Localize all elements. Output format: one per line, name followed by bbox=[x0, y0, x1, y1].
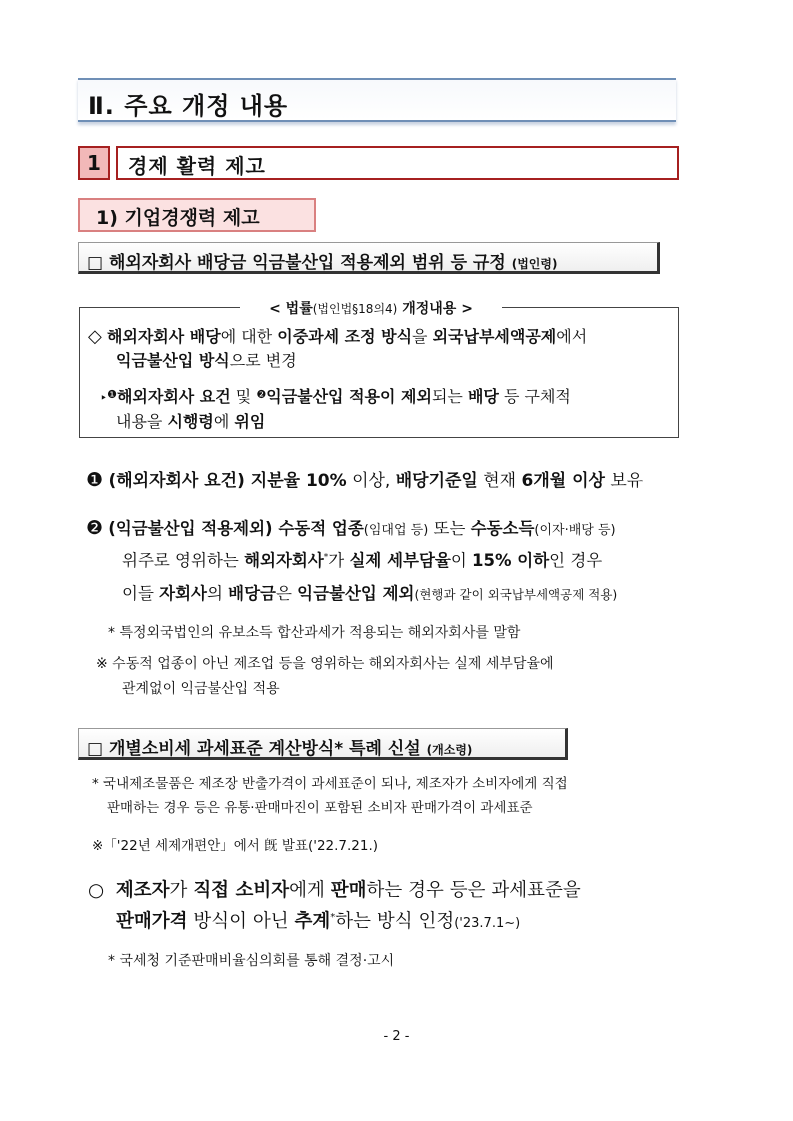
law-paragraph-1-cont bbox=[116, 348, 297, 371]
text-bold: 판매 bbox=[330, 880, 367, 901]
text: 보유 bbox=[604, 471, 644, 491]
subsection-title: 1) 기업경쟁력 제고 bbox=[96, 207, 260, 229]
text: 인 경우 bbox=[549, 551, 603, 570]
text-bold: 익금불산입 방식 bbox=[116, 351, 230, 370]
circled-one-icon: ❶ bbox=[107, 388, 117, 401]
text: 하는 방식 인정 bbox=[335, 911, 455, 932]
circle-bullet-icon: ○ bbox=[88, 880, 105, 901]
text: 은 bbox=[275, 584, 298, 603]
law-paragraph-2 bbox=[100, 384, 571, 407]
law-heading-suffix: 개정내용 > bbox=[402, 301, 473, 317]
item1-tag: (법인령) bbox=[511, 257, 558, 271]
text: 방식이 아닌 bbox=[187, 911, 295, 932]
text-bold: 해외자회사 요건 bbox=[116, 387, 231, 406]
text: (임대업 등) bbox=[363, 523, 429, 538]
text-bold: 해외자회사 bbox=[244, 551, 324, 570]
text-bold: 추계 bbox=[294, 911, 331, 932]
item2-headline bbox=[87, 734, 472, 759]
text: 에게 bbox=[289, 880, 331, 901]
text: 되는 bbox=[431, 387, 468, 406]
text: 하는 경우 등은 과세표준을 bbox=[366, 880, 581, 901]
text: 을 bbox=[412, 327, 433, 346]
arrow-icon: ‣ bbox=[100, 391, 108, 405]
text: 가 bbox=[169, 880, 194, 901]
footnote-mark: * bbox=[323, 552, 329, 563]
text-bold: 이중과세 조정 방식 bbox=[277, 327, 413, 346]
text-bold: 판매가격 bbox=[116, 911, 188, 932]
item2-footnote-cont: 판매하는 경우 등은 유통·판매마진이 포함된 소비자 판매가격이 과세표준 bbox=[107, 800, 533, 816]
subsection-title-box bbox=[78, 198, 316, 232]
text: 등 구체적 bbox=[498, 387, 571, 406]
item1-headline-box bbox=[78, 242, 660, 274]
item1-reference-note-cont: 관계없이 익금불산입 적용 bbox=[122, 681, 280, 697]
text: ('23.7.1~) bbox=[454, 916, 521, 931]
text-bold: 배당 bbox=[467, 387, 499, 406]
item1-headline bbox=[87, 248, 557, 273]
text-bold: (익금불산입 적용제외) 수동적 업종 bbox=[108, 519, 364, 538]
item2-main-line-1 bbox=[88, 876, 581, 902]
item2-tag: (개소령) bbox=[426, 743, 473, 757]
text: 현재 bbox=[477, 471, 522, 491]
text-bold: 제조자 bbox=[115, 880, 170, 901]
text: 의 bbox=[206, 584, 229, 603]
text: 으로 변경 bbox=[229, 351, 297, 370]
text: 이들 bbox=[122, 584, 160, 603]
item1-reference-note: ※ 수동적 업종이 아닌 제조업 등을 영위하는 해외자회사는 실제 세부담율에 bbox=[96, 656, 554, 672]
text-bold: (해외자회사 요건) 지분율 10% bbox=[108, 471, 347, 491]
text-bold: 직접 소비자 bbox=[193, 880, 290, 901]
text-bold: 해외자회사 배당 bbox=[106, 327, 221, 346]
checkbox-icon: □ bbox=[87, 253, 104, 273]
item1-title: 해외자회사 배당금 익금불산입 적용제외 범위 등 규정 bbox=[108, 253, 506, 273]
text: 위주로 영위하는 bbox=[122, 551, 245, 570]
law-heading-ref: (법인법§18의4) bbox=[312, 302, 398, 316]
text-bold: 자회사 bbox=[159, 584, 207, 603]
text-bold: 실제 세부담율 bbox=[349, 551, 451, 570]
text: 및 bbox=[230, 387, 257, 406]
law-box-heading bbox=[240, 298, 502, 318]
chapter-number: 1 bbox=[78, 146, 110, 180]
text-bold: 익금불산입 제외 bbox=[297, 584, 415, 603]
text-bold: 15% 이하 bbox=[472, 551, 550, 570]
text-bold: 외국납부세액공제 bbox=[432, 327, 557, 346]
item2-headline-box bbox=[78, 728, 568, 760]
text: (현행과 같이 외국납부세액공제 적용) bbox=[414, 587, 618, 602]
item2-footnote: * 국내제조물품은 제조장 반출가격이 과세표준이 되나, 제조자가 소비자에게 직접 bbox=[92, 776, 568, 792]
law-paragraph-1 bbox=[88, 324, 587, 347]
circled-two-icon: ❷ bbox=[86, 517, 104, 539]
text: (이자·배당 등) bbox=[534, 523, 616, 538]
text: 내용을 bbox=[116, 412, 168, 431]
circled-one-icon: ❶ bbox=[86, 469, 104, 491]
point-1 bbox=[86, 466, 643, 491]
circled-two-icon: ❷ bbox=[256, 388, 267, 401]
checkbox-icon: □ bbox=[87, 739, 104, 759]
text-bold: 수동소득 bbox=[470, 519, 535, 538]
text-bold: 배당기준일 bbox=[395, 471, 478, 491]
text: 이상, bbox=[346, 471, 396, 491]
item2-reference-note: ※「'22년 세제개편안」에서 旣 발표('22.7.21.) bbox=[92, 838, 379, 854]
item2-title: 개별소비세 과세표준 계산방식* 특례 신설 bbox=[108, 739, 421, 759]
text-bold: 배당금 bbox=[228, 584, 276, 603]
text-bold: 익금불산입 적용이 제외 bbox=[266, 387, 432, 406]
diamond-icon: ◇ bbox=[88, 326, 102, 347]
point-2-line-3 bbox=[122, 580, 617, 604]
text: 이 bbox=[450, 551, 473, 570]
chapter-title-box bbox=[116, 146, 679, 180]
text: 에 대한 bbox=[220, 327, 278, 346]
item2-main-footnote: * 국세청 기준판매비율심의회를 통해 결정·고시 bbox=[108, 953, 395, 969]
chapter-title: 경제 활력 제고 bbox=[128, 154, 266, 178]
text: 에서 bbox=[556, 327, 588, 346]
text: 에 bbox=[213, 412, 235, 431]
text-bold: 6개월 이상 bbox=[521, 471, 605, 491]
text: 또는 bbox=[428, 519, 471, 538]
law-heading-label: < 법률 bbox=[269, 301, 313, 317]
text: 가 bbox=[328, 551, 350, 570]
page-number: - 2 - bbox=[383, 1029, 410, 1044]
item2-main-line-2 bbox=[116, 907, 520, 933]
point-2-line-2 bbox=[122, 547, 602, 571]
text-bold: 위임 bbox=[234, 412, 266, 431]
item1-footnote: * 특정외국법인의 유보소득 합산과세가 적용되는 해외자회사를 말함 bbox=[108, 625, 521, 641]
point-2 bbox=[86, 515, 616, 539]
section-title: Ⅱ. 주요 개정 내용 bbox=[88, 92, 289, 120]
text-bold: 시행령 bbox=[167, 412, 214, 431]
section-title-bar bbox=[78, 78, 676, 122]
footnote-mark: * bbox=[330, 911, 336, 923]
law-paragraph-2-cont bbox=[116, 409, 265, 432]
